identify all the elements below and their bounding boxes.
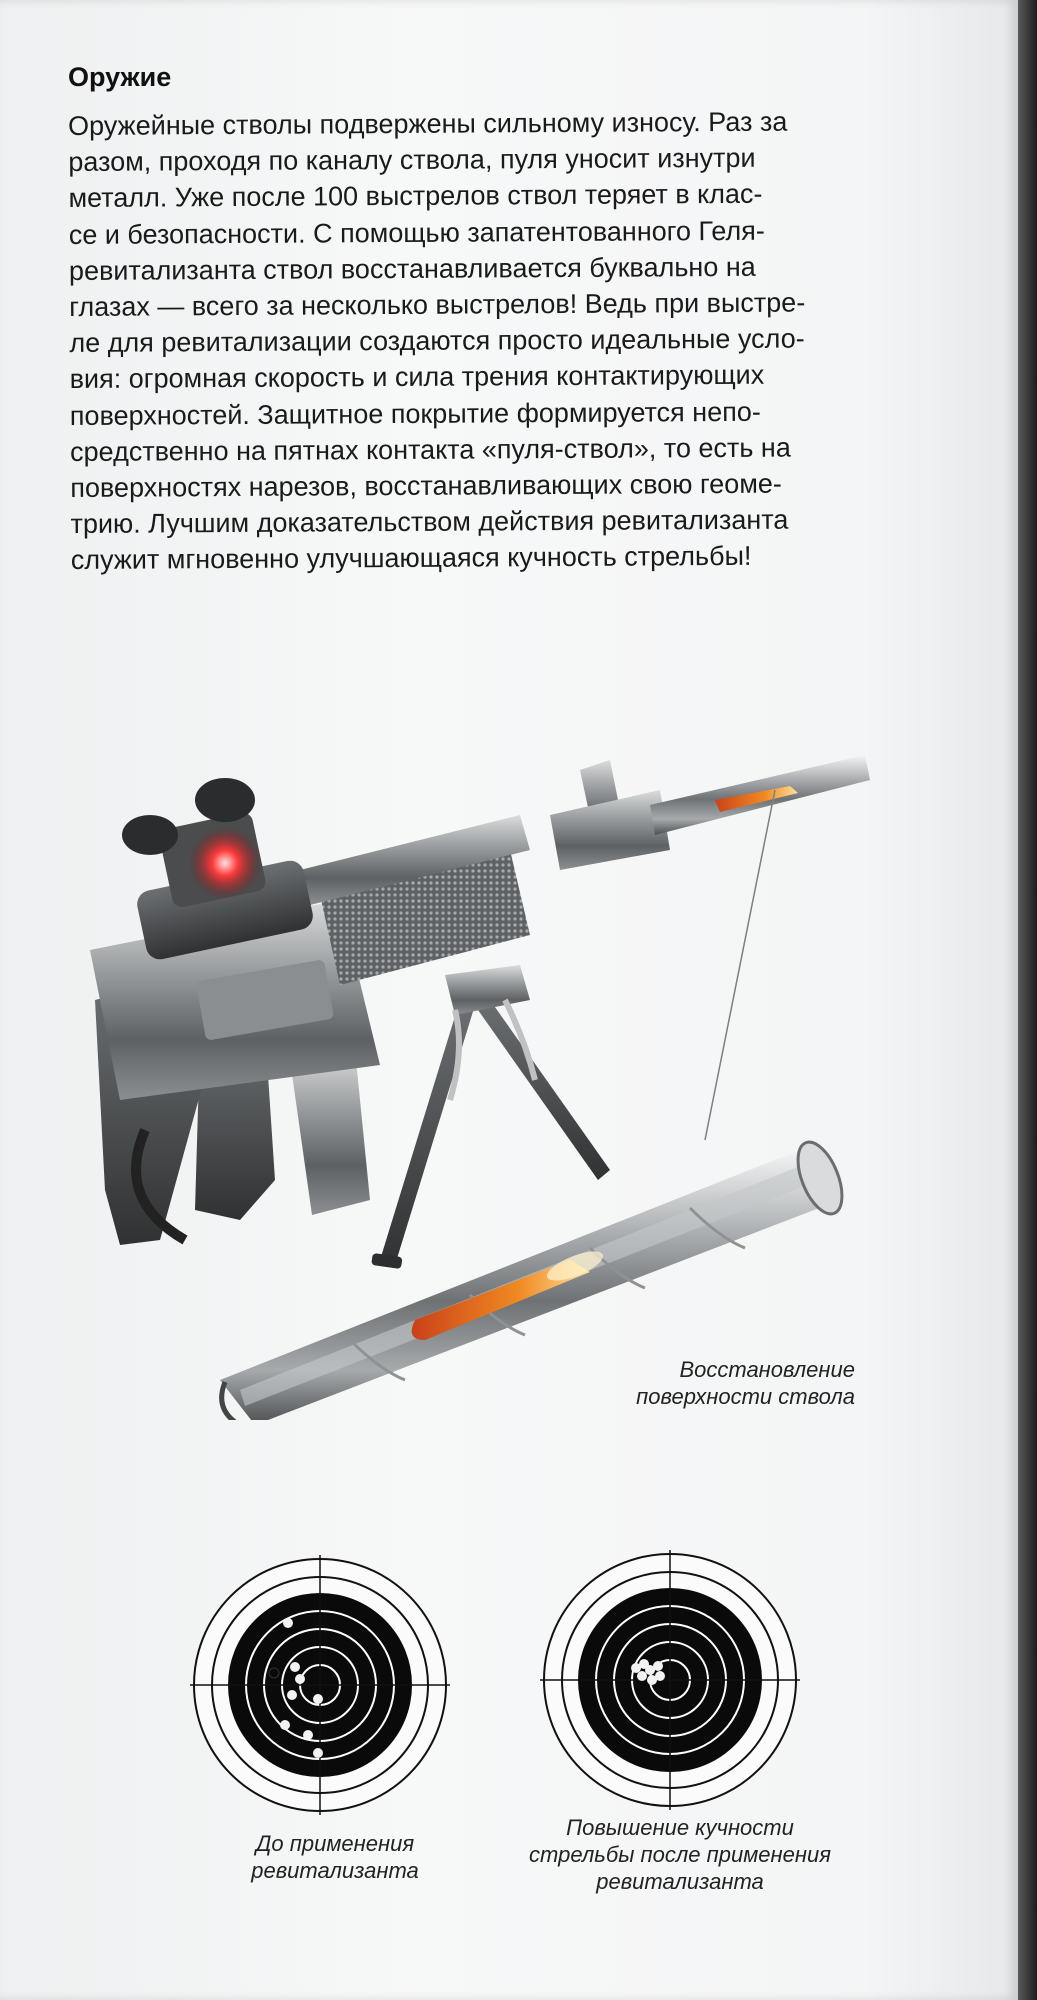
body-line: се и безопасности. С помощью запатентованного Геля- [68,215,765,250]
body-line: разом, проходя по каналу ствола, пуля уносит изнутри [68,143,756,178]
body-line: вия: огромная скорость и сила трения контактирующих [69,360,765,395]
body-line: поверхностей. Защитное покрытие формируется непо- [69,396,761,431]
body-line: глазах — всего за несколько выстрелов! Ведь при выстре- [69,287,806,323]
rifle-illustration [50,700,880,1420]
body-line: ле для ревитализации создаются просто идеальные усло- [69,323,805,359]
body-line: служит мгновенно улучшающаяся кучность стрельбы! [70,541,752,576]
barrel-caption [545,1356,855,1410]
body-line: Оружейные стволы подвержены сильному износу. Раз за [68,106,788,141]
bipod [371,965,610,1269]
body-line: ревитализанта ствол восстанавливается буквально на [68,251,756,286]
target-before-caption [200,1830,470,1884]
body-line: трию. Лучшим доказательством действия ревитализанта [70,504,789,540]
caption-line: стрельбы после применения [529,1842,831,1867]
section-body [68,103,921,579]
target-after [540,1550,800,1810]
body-line: средственно на пятнах контакта «пуля-ствол», то есть на [70,432,791,467]
caption-line: ревитализанта [251,1858,419,1883]
caption-line: ревитализанта [596,1869,764,1894]
caption-line: Восстановление [679,1357,855,1382]
body-line: металл. Уже после 100 выстрелов ствол теряет в клас- [68,179,763,214]
body-line: поверхностях нарезов, восстанавливающих свою геоме- [70,468,782,504]
leader-line [705,790,775,1140]
page-edge [1018,0,1037,2000]
caption-line: поверхности ствола [636,1384,855,1409]
caption-line: Повышение кучности [566,1815,794,1840]
target-before [190,1555,450,1815]
section-title: Оружие [68,62,172,92]
target-after-caption [490,1814,870,1895]
caption-line: До применения [255,1831,415,1856]
